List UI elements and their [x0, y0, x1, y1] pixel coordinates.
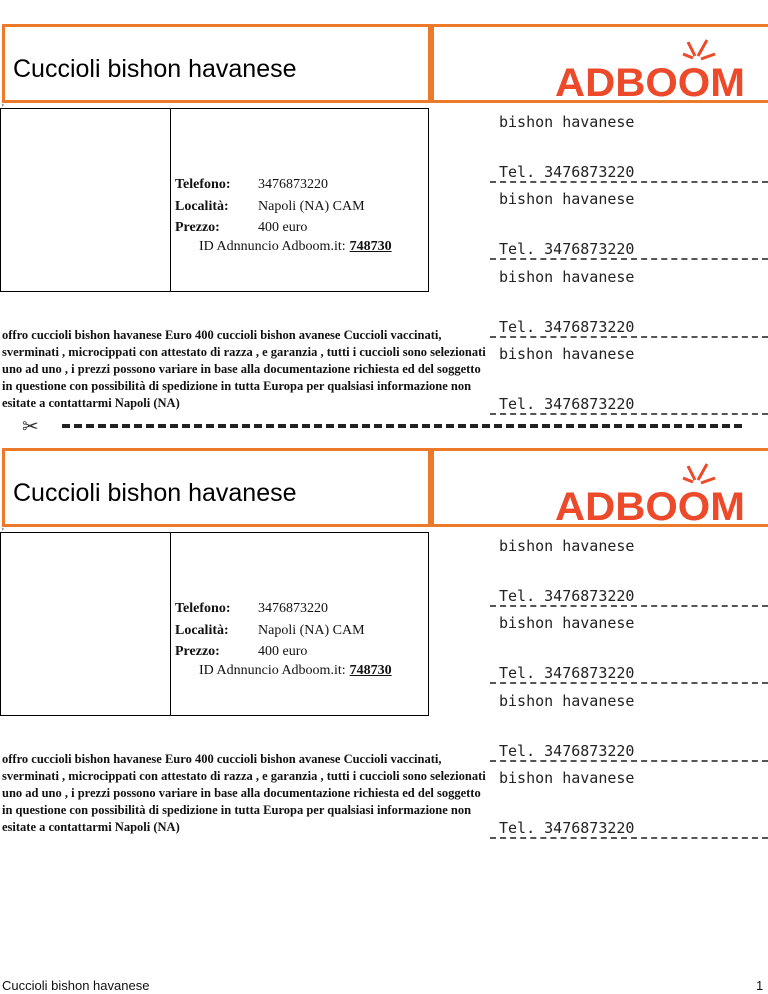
- tearoff-name: bishon havanese: [499, 345, 635, 363]
- tearoff-strip[interactable]: [490, 686, 768, 762]
- tearoff-phone: Tel. 3476873220: [499, 163, 635, 181]
- location-value: Napoli (NA) CAM: [258, 623, 365, 638]
- logo-text: ADBOOM: [555, 61, 745, 104]
- tearoff-name: bishon havanese: [499, 537, 635, 555]
- location-label: Località:: [175, 623, 229, 638]
- tearoff-name: bishon havanese: [499, 268, 635, 286]
- tearoff-name: bishon havanese: [499, 190, 635, 208]
- adboom-logo: [555, 36, 747, 104]
- cut-line: [62, 424, 742, 428]
- page-number: 1: [756, 978, 764, 993]
- tearoff-phone: Tel. 3476873220: [499, 819, 635, 837]
- tearoff-phone: Tel. 3476873220: [499, 742, 635, 760]
- tearoff-phone: Tel. 3476873220: [499, 587, 635, 605]
- ad-description: offro cuccioli bishon havanese Euro 400 cuccioli bishon avanese Cuccioli vaccinati, sverminati , microcippati con attestato di razza , e garanzia , tutti i cuccioli sono selezionati uno ad uno , i prezzi possono variare in base alla documentazione richiesta ed del soggetto in questione con possibilità di spedizione in tutta Europa per qualsiasi informazione non esitate a contattarmi Napoli (NA): [2, 752, 486, 834]
- ad-title: Cuccioli bishon havanese: [13, 479, 297, 507]
- photo-placeholder: [0, 532, 171, 716]
- tearoff-strip[interactable]: [490, 339, 768, 415]
- tearoff-phone: Tel. 3476873220: [499, 240, 635, 258]
- footer-title: Cuccioli bishon havanese: [2, 978, 150, 993]
- phone-value: 3476873220: [258, 601, 328, 616]
- tearoff-strip[interactable]: [490, 763, 768, 839]
- tick-mark: ': [2, 527, 4, 538]
- info-box: [171, 532, 429, 716]
- tearoff-phone: Tel. 3476873220: [499, 395, 635, 413]
- logo-spark-icon: [683, 464, 715, 483]
- title-box: [2, 448, 431, 527]
- tearoff-name: bishon havanese: [499, 769, 635, 787]
- title-box: [2, 24, 431, 103]
- ad-id-label: ID Adnnuncio Adboom.it:: [199, 239, 346, 254]
- tearoff-strip[interactable]: [490, 262, 768, 338]
- price-label: Prezzo:: [175, 644, 220, 659]
- tearoff-strip[interactable]: [490, 531, 768, 607]
- location-value: Napoli (NA) CAM: [258, 199, 365, 214]
- logo-spark-icon: [683, 40, 715, 59]
- ad-id-line: [199, 239, 392, 255]
- adboom-logo: [555, 460, 747, 528]
- tearoff-strip[interactable]: [490, 608, 768, 684]
- tearoff-name: bishon havanese: [499, 113, 635, 131]
- phone-value: 3476873220: [258, 177, 328, 192]
- ad-id-value: 748730: [349, 663, 392, 678]
- logo-text: ADBOOM: [555, 485, 745, 528]
- tick-mark: ': [2, 103, 4, 114]
- location-label: Località:: [175, 199, 229, 214]
- photo-placeholder: [0, 108, 171, 292]
- tearoff-phone: Tel. 3476873220: [499, 318, 635, 336]
- info-box: [171, 108, 429, 292]
- ad-id-label: ID Adnnuncio Adboom.it:: [199, 663, 346, 678]
- phone-label: Telefono:: [175, 601, 231, 616]
- tearoff-phone: Tel. 3476873220: [499, 664, 635, 682]
- scissors-icon: ✂: [22, 416, 39, 438]
- ad-title: Cuccioli bishon havanese: [13, 55, 297, 83]
- tearoff-strip[interactable]: [490, 107, 768, 183]
- price-value: 400 euro: [258, 644, 308, 659]
- phone-label: Telefono:: [175, 177, 231, 192]
- tearoff-name: bishon havanese: [499, 692, 635, 710]
- ad-block-2: [0, 448, 768, 873]
- ad-id-line: [199, 663, 392, 679]
- price-value: 400 euro: [258, 220, 308, 235]
- tearoff-name: bishon havanese: [499, 614, 635, 632]
- ad-block-1: [0, 24, 768, 449]
- ad-description: offro cuccioli bishon havanese Euro 400 cuccioli bishon avanese Cuccioli vaccinati, sverminati , microcippati con attestato di razza , e garanzia , tutti i cuccioli sono selezionati uno ad uno , i prezzi possono variare in base alla documentazione richiesta ed del soggetto in questione con possibilità di spedizione in tutta Europa per qualsiasi informazione non esitate a contattarmi Napoli (NA): [2, 328, 486, 410]
- ad-id-value: 748730: [349, 239, 392, 254]
- price-label: Prezzo:: [175, 220, 220, 235]
- tearoff-strip[interactable]: [490, 184, 768, 260]
